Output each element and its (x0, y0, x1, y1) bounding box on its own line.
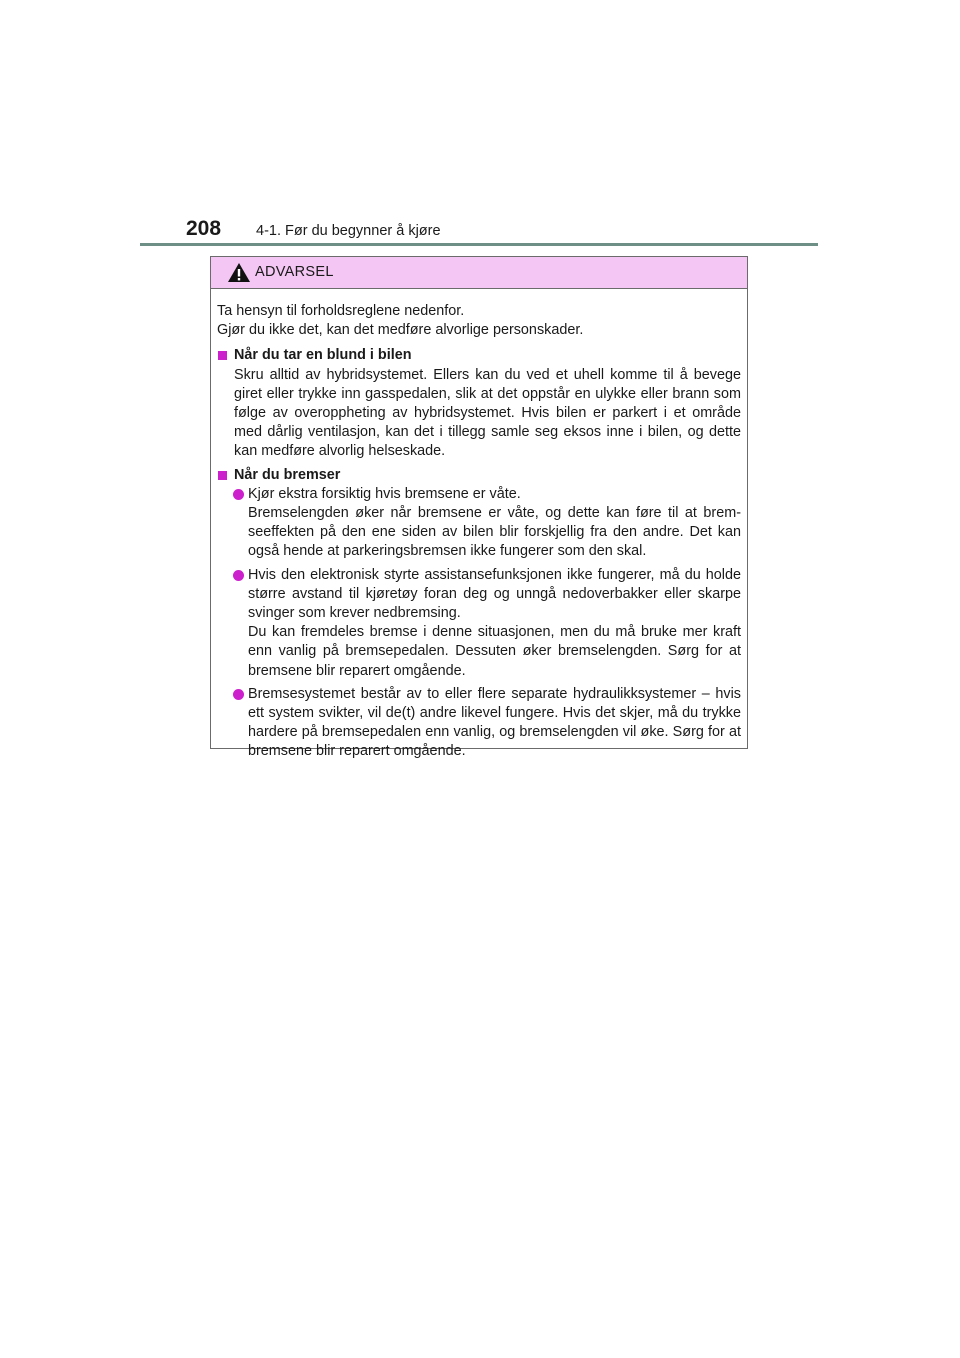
list-item (217, 685, 741, 762)
section-heading-text: Når du bremser (234, 466, 341, 483)
intro-line-1: Ta hensyn til forholdsreglene nedenfor. (217, 303, 465, 319)
circle-bullet-icon (233, 489, 244, 500)
warning-body (211, 289, 747, 762)
section-heading-braking (217, 466, 741, 485)
list-item-line: Du kan fremdeles bremse i denne situasjonen, men du må bruke mer kraft enn vanlig på bremsepedalen. Dessuten øker bremselengden. Sørg for at bremsene blir reparert omgående. (248, 624, 741, 679)
page-number: 208 (186, 217, 222, 240)
warning-title: ADVARSEL (255, 264, 334, 280)
list-item-line: Bremselengden øker når bremsene er våte, og dette kan føre til at brem-seeffekten på den ene siden av bilen blir forskjellig fra den andre. Det kan også hende at parkeringsbremsen ikke fungerer som den skal. (248, 505, 741, 560)
list-item (217, 566, 741, 681)
section-heading-text: Når du tar en blund i bilen (234, 347, 412, 364)
list-item-line: Kjør ekstra forsiktig hvis bremsene er våte. (248, 485, 521, 502)
page-header (186, 216, 686, 246)
list-item-line: Bremsesystemet består av to eller flere separate hydraulikksystemer – hvis ett system svikter, vil de(t) andre likevel fungere. Hvis det skjer, må du trykke hardere på bremsepedalen enn vanlig, og bremselengden vil øke. Sørg for at bremsene blir reparert omgående. (248, 685, 741, 760)
circle-bullet-icon (233, 689, 244, 700)
list-item (217, 485, 741, 562)
intro-line-2: Gjør du ikke det, kan det medføre alvorlige personskader. (217, 322, 584, 339)
section-heading-nap (217, 346, 741, 365)
warning-header (211, 257, 747, 289)
warning-box (210, 256, 748, 760)
section-title: 4-1. Før du begynner å kjøre (256, 223, 441, 239)
circle-bullet-icon (233, 570, 244, 581)
section-text-nap: Skru alltid av hybridsystemet. Ellers kan du ved et uhell komme til å bevege giret eller trykke inn gasspedalen, slik at det oppstår en ulykke eller brann som følge av overoppheting av hybridsystemet. Hvis bilen er parkert i et område med dårlig ventilasjon, kan det i tillegg samle seg eksos inne i bilen, og dette kan medføre alvorlig helseskade. (234, 366, 741, 460)
square-bullet-icon (218, 351, 227, 360)
list-item-line: Hvis den elektronisk styrte assistansefunksjonen ikke fungerer, må du holde større avstand til kjøretøy foran deg og unngå nedoverbakker eller skarpe svinger som krever nedbremsing. (248, 566, 741, 622)
square-bullet-icon (218, 471, 227, 480)
warning-triangle-icon (227, 262, 251, 283)
header-rule (140, 243, 818, 246)
